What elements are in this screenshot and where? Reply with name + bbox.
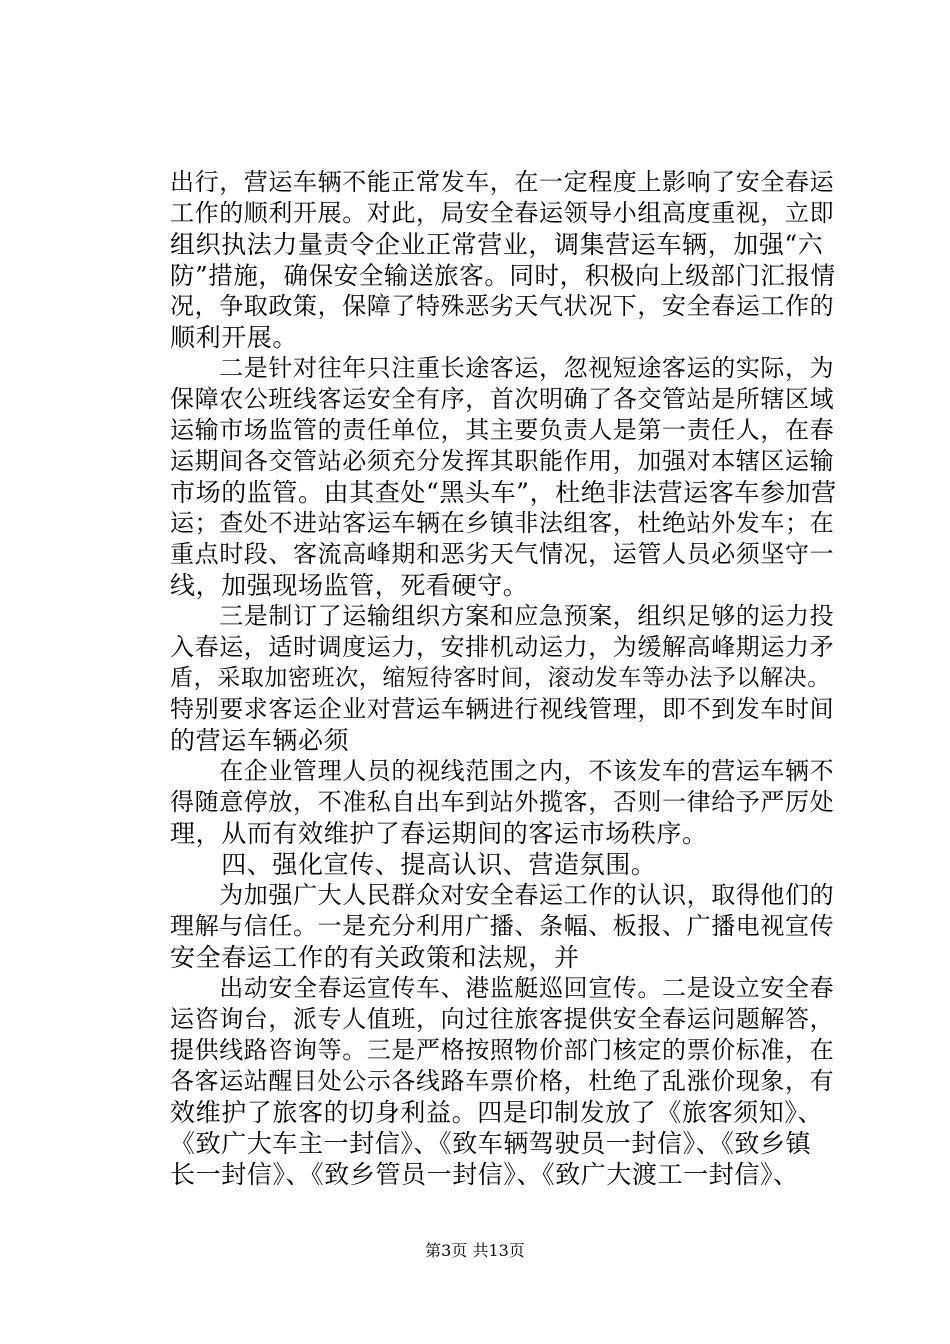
text-line: 效维护了旅客的切身利益。四是印制发放了《旅客须知》、 bbox=[170, 1098, 824, 1127]
text-line: 况，争取政策，保障了特殊恶劣天气状况下，安全春运工作的 bbox=[170, 292, 835, 320]
text-line: 特别要求客运企业对营运车辆进行视线管理，即不到发车时间 bbox=[170, 695, 835, 723]
text-line: 重点时段、客流高峰期和恶劣天气情况，运管人员必须坚守一 bbox=[170, 540, 835, 568]
text-line: 组织执法力量责令企业正常营业，调集营运车辆，加强“六 bbox=[170, 230, 824, 259]
text-line: 《致广大车主一封信》、《致车辆驾驶员一封信》、《致乡镇 bbox=[170, 1129, 812, 1158]
text-line: 顺利开展。 bbox=[170, 323, 299, 352]
text-line: 线，加强现场监管，死看硬守。 bbox=[170, 571, 529, 600]
text-line: 运期间各交管站必须充分发挥其职能作用，加强对本辖区运输 bbox=[170, 447, 835, 475]
text-line: 理解与信任。一是充分利用广播、条幅、板报、广播电视宣传 bbox=[170, 912, 835, 940]
text-line: 各客运站醒目处公示各线路车票价格，杜绝了乱涨价现象，有 bbox=[170, 1067, 835, 1095]
text-line: 出行，营运车辆不能正常发车，在一定程度上影响了安全春运 bbox=[170, 168, 835, 196]
text-line: 为加强广大人民群众对安全春运工作的认识，取得他们的 bbox=[170, 881, 835, 909]
text-line: 理，从而有效维护了春运期间的客运市场秩序。 bbox=[170, 819, 708, 848]
text-line: 工作的顺利开展。对此，局安全春运领导小组高度重视，立即 bbox=[170, 199, 835, 227]
text-line: 运；查处不进站客运车辆在乡镇非法组客，杜绝站外发车；在 bbox=[170, 509, 835, 537]
text-line: 运咨询台，派专人值班，向过往旅客提供安全春运问题解答， bbox=[170, 1005, 835, 1033]
text-line: 运输市场监管的责任单位，其主要负责人是第一责任人，在春 bbox=[170, 416, 835, 444]
text-line: 安全春运工作的有关政策和法规，并 bbox=[170, 943, 580, 972]
text-line: 长一封信》、《致乡管员一封信》、《致广大渡工一封信》、 bbox=[170, 1160, 799, 1189]
text-line: 出动安全春运宣传车、港监艇巡回宣传。二是设立安全春 bbox=[170, 974, 835, 1002]
text-line: 市场的监管。由其查处“黑头车”，杜绝非法营运客车参加营 bbox=[170, 478, 837, 507]
text-line: 二是针对往年只注重长途客运，忽视短途客运的实际，为 bbox=[170, 354, 835, 382]
text-line: 防”措施，确保安全输送旅客。同时，积极向上级部门汇报情 bbox=[170, 261, 836, 290]
page-footer: 第3页 共13页 bbox=[425, 1241, 525, 1260]
text-line: 保障农公班线客运安全有序，首次明确了各交管站是所辖区域 bbox=[170, 385, 835, 413]
text-line: 三是制订了运输组织方案和应急预案，组织足够的运力投 bbox=[170, 602, 835, 630]
text-line: 提供线路咨询等。三是严格按照物价部门核定的票价标准，在 bbox=[170, 1036, 835, 1064]
text-line: 入春运，适时调度运力，安排机动运力，为缓解高峰期运力矛 bbox=[170, 633, 835, 661]
text-line: 得随意停放，不准私自出车到站外揽客，否则一律给予严厉处 bbox=[170, 788, 835, 816]
text-line: 的营运车辆必须 bbox=[170, 726, 350, 755]
text-line: 盾，采取加密班次，缩短待客时间，滚动发车等办法予以解决。 bbox=[170, 665, 831, 691]
text-line: 在企业管理人员的视线范围之内，不该发车的营运车辆不 bbox=[170, 757, 835, 785]
text-line: 四、强化宣传、提高认识、营造氛围。 bbox=[170, 850, 657, 879]
body-text bbox=[170, 167, 836, 1190]
